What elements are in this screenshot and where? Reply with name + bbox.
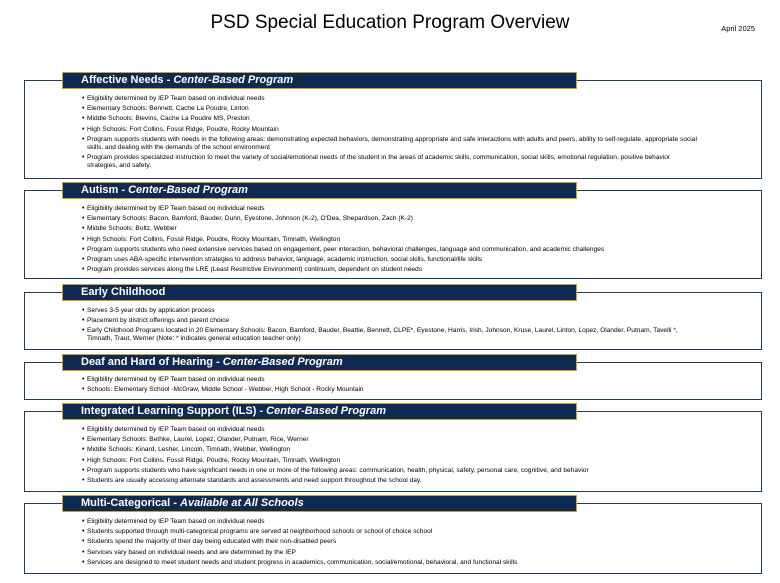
section-subtitle: Center-Based Program: [266, 405, 386, 417]
list-item: • Eligibility determined by IEP Team based on individual needs: [82, 426, 702, 434]
section-subtitle: Center-Based Program: [222, 356, 343, 368]
list-item: • Program provides specialized instruction to meet the variety of social/emotional needs of the student in the areas of academic skills, communication, social skills, emotional regulation, positive behavior strategies, and safety.: [82, 154, 702, 170]
list-item: • Students are usually accessing alternate standards and assessments and need support throughout the school day.: [82, 477, 702, 485]
document-title: PSD Special Education Program Overview: [210, 12, 570, 33]
section-list-deaf-hard-of-hearing: [82, 376, 702, 396]
list-item: • Eligibility determined by IEP Team based on individual needs: [82, 376, 702, 384]
list-item: • Early Childhood Programs located in 20 Elementary Schools: Bacon, Bamford, Bauder, Beattie, Bennett, CLPE*, Eyestone, Harris, Irish, Johnson, Kruse, Laurel, Linton, Lopez, Olander, Putnam, Tavelli *, Timnath, Traut, Werner (Note: * indicates general education teacher only): [82, 327, 702, 343]
section-subtitle: Center-Based Program: [128, 184, 248, 196]
section-header-integrated-learning-support: [62, 403, 577, 420]
section-subtitle: Available at All Schools: [180, 497, 304, 509]
section-subtitle: Center-Based Program: [173, 74, 294, 86]
section-header-multi-categorical: [62, 495, 577, 512]
section-header-autism: [62, 182, 577, 199]
section-list-autism: [82, 205, 702, 276]
list-item: • Program supports students who need extensive services based on engagement, peer interaction, behavioral challenges, language and communication, and academic challenges: [82, 246, 702, 254]
list-item: • Serves 3-5 year olds by application process: [82, 307, 702, 315]
list-item: • Elementary Schools: Bennett, Cache La Poudre, Linton: [82, 105, 702, 113]
list-item: • Program uses ABA-specific intervention strategies to address behavior, language, academic instruction, social skills, functional/life skills: [82, 256, 702, 264]
list-item: • Students supported through multi-categorical programs are served at neighborhood schools or school of choice school: [82, 528, 702, 536]
section-title: Autism -: [81, 184, 129, 196]
list-item: • Eligibility determined by IEP Team based on individual needs: [82, 518, 702, 526]
list-item: • Placement by district offerings and parent choice: [82, 317, 702, 325]
section-title: Integrated Learning Support (ILS) -: [81, 405, 267, 417]
section-header-affective-needs: [62, 72, 577, 89]
list-item: • Program supports students with needs in the following areas: demonstrating expected behaviors, demonstrating appropriate and safe interactions with adults and peers, ability to self-regulate, appropriate social skills, and dealing with the demands of the school environment: [82, 136, 702, 152]
section-header-deaf-hard-of-hearing: [62, 354, 577, 371]
list-item: • Schools: Elementary School -McGraw, Middle School - Webber, High School - Rocky Mountain: [82, 386, 702, 394]
section-list-multi-categorical: [82, 518, 702, 569]
list-item: • Middle Schools: Kinard, Lesher, Lincoln, Timnath, Webber, Wellington: [82, 446, 702, 454]
list-item: • High Schools: Fort Collins, Fossil Ridge, Poudre, Rocky Mountain: [82, 126, 702, 134]
list-item: • High Schools: Fort Collins, Fossil Ridge, Poudre, Rocky Mountain, Timnath, Wellington: [82, 457, 702, 465]
list-item: • Eligibility determined by IEP Team based on individual needs: [82, 95, 702, 103]
list-item: • Students spend the majority of their day being educated with their non-disabled peers: [82, 538, 702, 546]
list-item: • High Schools: Fort Collins, Fossil Ridge, Poudre, Rocky Mountain, Timnath, Wellington: [82, 236, 702, 244]
section-title: Early Childhood: [81, 286, 166, 298]
section-header-early-childhood: [62, 284, 577, 301]
section-list-affective-needs: [82, 95, 702, 172]
section-title: Affective Needs -: [81, 74, 174, 86]
list-item: • Services vary based on individual needs and are determined by the IEP: [82, 549, 702, 557]
list-item: • Middle Schools: Blevins, Cache La Poudre MS, Preston: [82, 115, 702, 123]
section-title: Deaf and Hard of Hearing -: [81, 356, 223, 368]
list-item: • Elementary Schools: Bethke, Laurel, Lopez, Olander, Putnam, Rice, Werner: [82, 436, 702, 444]
list-item: • Middle Schools: Boltz, Webber: [82, 225, 702, 233]
section-list-integrated-learning-support: [82, 426, 702, 487]
list-item: • Elementary Schools: Bacon, Bamford, Bauder, Dunn, Eyestone, Johnson (K-2), O'Dea, Shepardson, Zach (K-2): [82, 215, 702, 223]
list-item: • Eligibility determined by IEP Team based on individual needs: [82, 205, 702, 213]
list-item: • Services are designed to meet student needs and student progress in academics, communication, social/emotional, behavioral, and functional skills: [82, 559, 702, 567]
section-list-early-childhood: [82, 307, 702, 346]
document-date: April 2025: [721, 24, 755, 33]
list-item: • Program provides services along the LRE (Least Restrictive Environment) continuum, dependent on student needs: [82, 266, 702, 274]
section-title: Multi-Categorical -: [81, 497, 181, 509]
list-item: • Program supports students who have significant needs in one or more of the following areas: communication, health, physical, safety, personal care, cognitive, and behavior: [82, 467, 702, 475]
